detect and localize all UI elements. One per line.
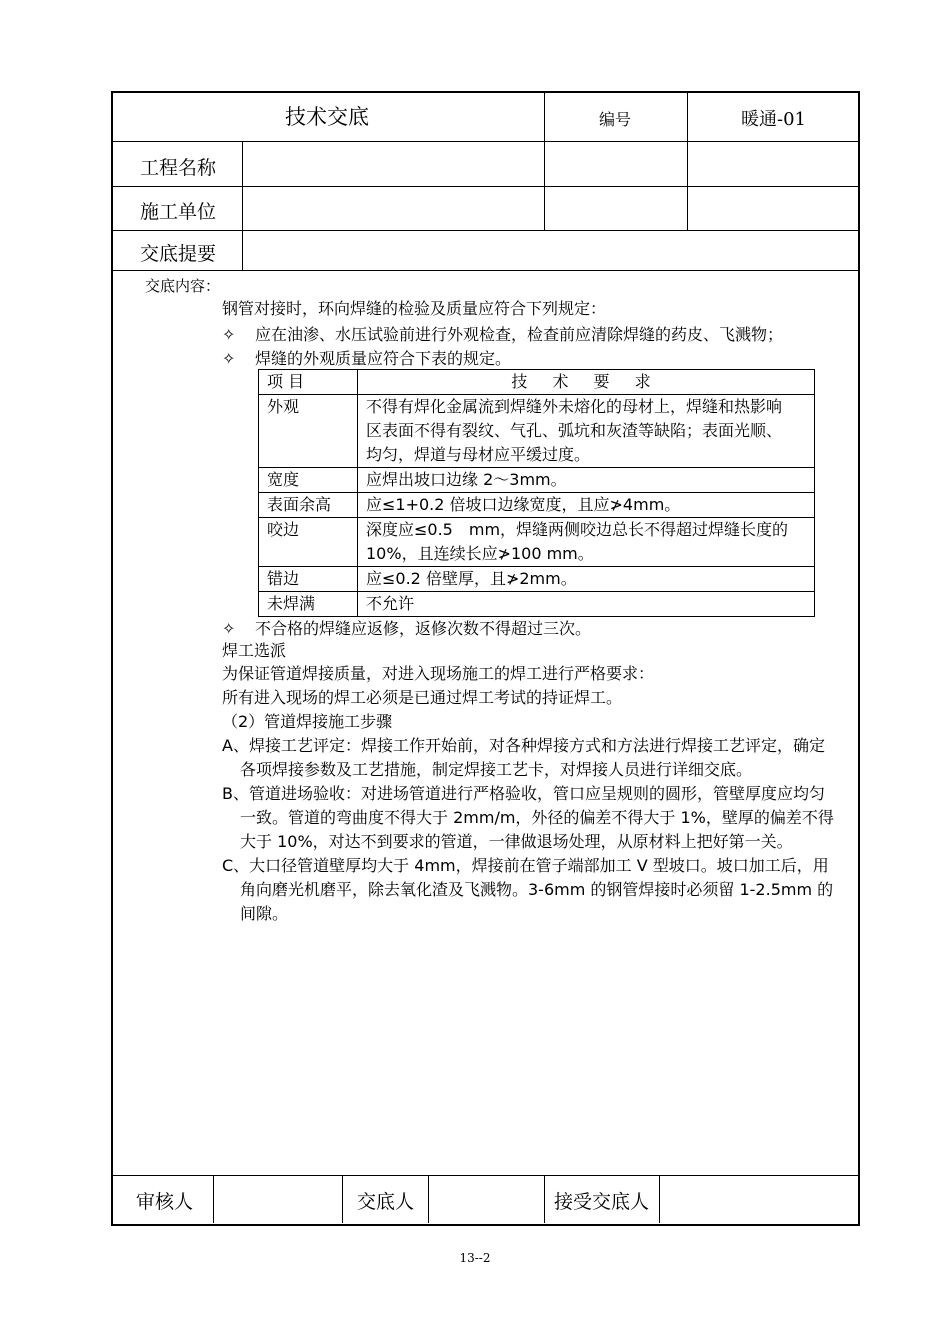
table-cell-item: 表面余高 (259, 493, 358, 518)
req-line: 应≤1+0.2 倍坡口边缘宽度，且应≯4mm。 (366, 495, 681, 514)
table-cell-req (358, 518, 815, 567)
col-divider (544, 1175, 545, 1223)
row-divider (112, 1175, 858, 1176)
req-line: 不得有焊化金属流到焊缝外未熔化的母材上，焊缝和热影响 (366, 397, 783, 416)
step-b-line: B、管道进场验收：对进场管道进行严格验收，管口应呈规则的圆形，管壁厚度应均匀 (222, 784, 825, 803)
table-cell-item: 外观 (259, 395, 358, 468)
welder-paragraph: 为保证管道焊接质量，对进入现场施工的焊工进行严格要求： (222, 664, 655, 683)
table-header-req: 技 术 要 求 (358, 370, 815, 395)
req-line: 应焊出坡口边缘 2～3mm。 (366, 470, 567, 489)
table-cell-item: 咬边 (259, 518, 358, 567)
col-divider (659, 1175, 660, 1223)
step-b-line: 一致。管道的弯曲度不得大于 2mm/m，外径的偏差不得大于 1%，壁厚的偏差不得 (240, 808, 834, 827)
col-divider (687, 92, 688, 230)
bullet-text: 焊缝的外观质量应符合下表的规定。 (255, 349, 512, 368)
req-line: 区表面不得有裂纹、气孔、弧坑和灰渣等缺陷；表面光顺、 (366, 421, 783, 440)
weld-quality-table (258, 369, 815, 617)
construction-unit-label: 施工单位 (140, 201, 217, 223)
content-label: 交底内容： (145, 277, 221, 295)
req-line: 10%，且连续长应≯100 mm。 (366, 544, 594, 563)
table-cell-item: 错边 (259, 567, 358, 592)
number-label: 编号 (599, 110, 632, 129)
table-row (259, 592, 815, 617)
table-cell-req (358, 468, 815, 493)
req-line: 深度应≤0.5 mm，焊缝两侧咬边总长不得超过焊缝长度的 (366, 520, 789, 539)
bullet-icon: ✧ (222, 349, 236, 368)
steps-title: （2）管道焊接施工步骤 (222, 712, 393, 731)
table-cell-req (358, 567, 815, 592)
reviewer-label: 审核人 (136, 1191, 194, 1213)
table-row (259, 395, 815, 468)
table-row (259, 567, 815, 592)
summary-label: 交底提要 (140, 243, 217, 265)
req-line: 均匀，焊道与母材应平缓过度。 (366, 445, 591, 464)
page-number: 13--2 (459, 1251, 491, 1265)
row-divider (112, 270, 858, 271)
step-c-line: 间隙。 (240, 904, 289, 923)
bullet-icon: ✧ (222, 619, 236, 638)
step-b-line: 大于 10%，对达不到要求的管道，一律做退场处理，从原材料上把好第一关。 (240, 832, 793, 851)
row-divider (112, 230, 858, 231)
col-divider (213, 1175, 214, 1223)
col-divider (544, 92, 545, 230)
intro-text: 钢管对接时，环向焊缝的检验及质量应符合下列规定： (222, 299, 607, 318)
table-header-item: 项 目 (259, 370, 358, 395)
table-cell-item: 宽度 (259, 468, 358, 493)
step-a-line: A、焊接工艺评定：焊接工作开始前，对各种焊接方式和方法进行焊接工艺评定，确定 (222, 736, 825, 755)
col-divider (342, 1175, 343, 1223)
receiver-label: 接受交底人 (554, 1191, 650, 1213)
welder-paragraph: 所有进入现场的焊工必须是已通过焊工考试的持证焊工。 (222, 688, 623, 707)
table-cell-item: 未焊满 (259, 592, 358, 617)
table-cell-req (358, 592, 815, 617)
row-divider (242, 186, 858, 187)
row-divider (112, 186, 243, 187)
table-cell-req (358, 395, 815, 468)
col-divider (242, 141, 243, 271)
bullet-icon: ✧ (222, 325, 236, 344)
table-row (259, 518, 815, 567)
step-a-line: 各项焊接参数及工艺措施，制定焊接工艺卡，对焊接人员进行详细交底。 (240, 760, 753, 779)
table-row (259, 493, 815, 518)
project-name-label: 工程名称 (140, 157, 217, 179)
presenter-label: 交底人 (357, 1191, 415, 1213)
bullet-text: 应在油渗、水压试验前进行外观检查，检查前应清除焊缝的药皮、飞溅物； (255, 325, 784, 344)
document-title: 技术交底 (285, 105, 369, 129)
col-divider (428, 1175, 429, 1223)
req-line: 应≤0.2 倍壁厚，且≯2mm。 (366, 569, 577, 588)
table-header-row (259, 370, 815, 395)
step-c-line: 角向磨光机磨平，除去氧化渣及飞溅物。3-6mm 的钢管焊接时必须留 1-2.5mm 的 (240, 880, 834, 899)
row-divider (112, 141, 858, 142)
table-cell-req (358, 493, 815, 518)
table-row (259, 468, 815, 493)
req-line: 不允许 (366, 594, 415, 613)
number-value: 暖通-01 (741, 109, 806, 130)
step-c-line: C、大口径管道壁厚均大于 4mm，焊接前在管子端部加工 V 型坡口。坡口加工后，用 (222, 856, 829, 875)
bullet-text: 不合格的焊缝应返修，返修次数不得超过三次。 (255, 619, 592, 638)
welder-title: 焊工选派 (222, 641, 287, 660)
